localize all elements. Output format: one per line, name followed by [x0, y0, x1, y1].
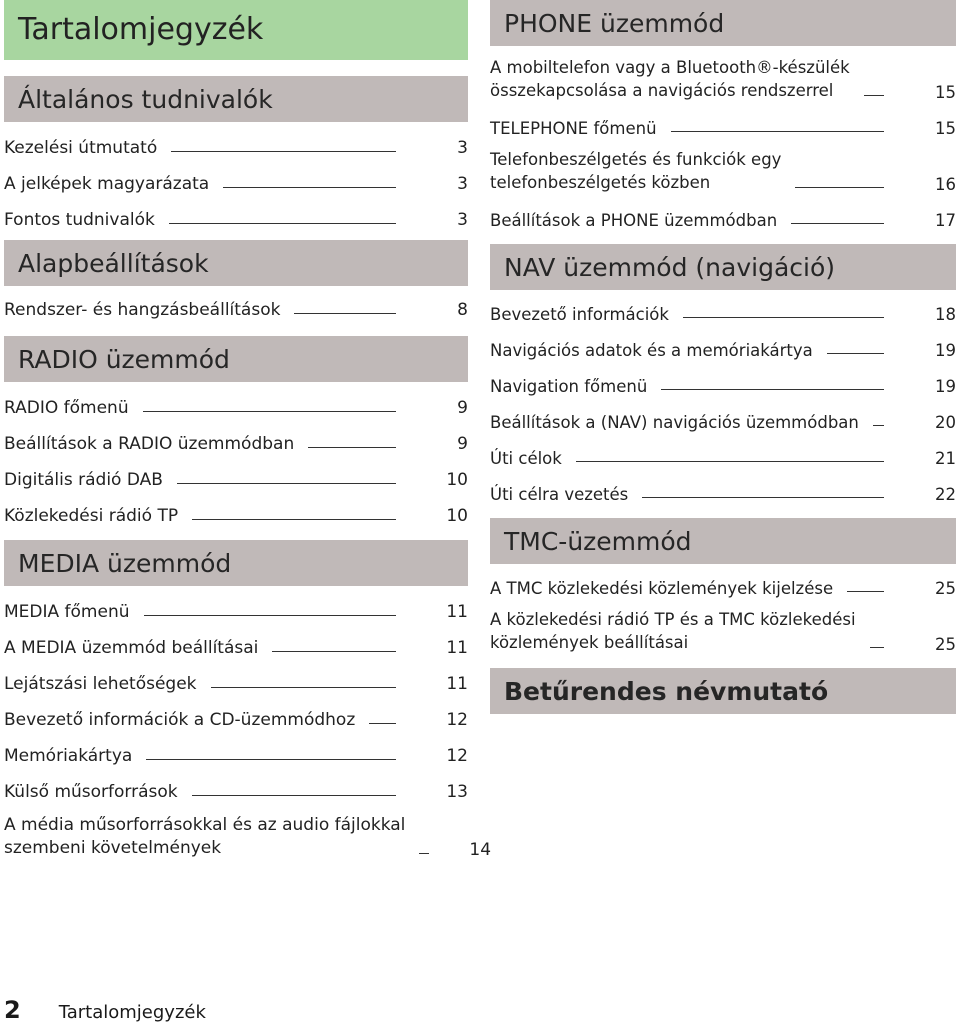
section-heading[interactable]: TMC-üzemmód: [490, 518, 956, 564]
toc-entry-label: Lejátszási lehetőségek: [4, 674, 197, 694]
leader-line: [671, 131, 884, 132]
toc-entry-label-line2: összekapcsolása a navigációs rendszerrel: [490, 81, 834, 100]
toc-entry-label: A jelképek magyarázata: [4, 174, 210, 194]
toc-entry-label: MEDIA főmenü: [4, 602, 130, 622]
toc-entry[interactable]: [490, 408, 956, 432]
toc-entry[interactable]: [490, 114, 956, 138]
toc-entry[interactable]: [4, 706, 468, 730]
toc-entry-page: 11: [446, 602, 468, 622]
toc-entry[interactable]: [490, 480, 956, 504]
right-column: [490, 0, 956, 714]
leader-line: [791, 223, 884, 224]
toc-entry[interactable]: [4, 742, 468, 766]
leader-line: [419, 853, 429, 854]
toc-entry-page: 25: [935, 579, 956, 598]
toc-entry-page: 16: [935, 175, 956, 194]
toc-entry-page: 3: [457, 138, 468, 158]
toc-entry-page: 21: [935, 449, 956, 468]
toc-entry-page: 10: [446, 470, 468, 490]
leader-line: [171, 151, 396, 152]
toc-entry-label: Beállítások a RADIO üzemmódban: [4, 434, 295, 454]
leader-line: [827, 353, 884, 354]
toc-entry-page: 15: [935, 119, 956, 138]
toc-entry-label: A MEDIA üzemmód beállításai: [4, 638, 259, 658]
toc-entry-page: 19: [935, 341, 956, 360]
toc-entry-page: 14: [469, 840, 492, 860]
section-heading[interactable]: MEDIA üzemmód: [4, 540, 468, 586]
toc-entry-label: Úti célra vezetés: [490, 485, 629, 504]
leader-line: [177, 483, 396, 484]
toc-entry-page: 8: [457, 300, 468, 320]
toc-entry-label-line1: A média műsorforrásokkal és az audio fájlokkal: [4, 815, 406, 835]
toc-entry[interactable]: [490, 372, 956, 396]
toc-entry[interactable]: [490, 148, 956, 194]
toc-entry[interactable]: [4, 296, 468, 320]
toc-entry-page: 19: [935, 377, 956, 396]
toc-entry[interactable]: [4, 206, 468, 230]
leader-line: [192, 519, 396, 520]
toc-entry[interactable]: [4, 430, 468, 454]
page-title: Tartalomjegyzék: [4, 0, 468, 60]
toc-entry-label-line2: szembeni követelmények: [4, 838, 222, 858]
toc-entry-label: Rendszer- és hangzásbeállítások: [4, 300, 281, 320]
toc-entry-label: Digitális rádió DAB: [4, 470, 163, 490]
toc-entry-label: Beállítások a PHONE üzemmódban: [490, 211, 778, 230]
toc-entry-label-line1: Telefonbeszélgetés és funkciók egy: [490, 150, 782, 169]
toc-entry-label: RADIO főmenü: [4, 398, 129, 418]
toc-entry-label: Közlekedési rádió TP: [4, 506, 179, 526]
leader-line: [683, 317, 884, 318]
toc-entry-label: [490, 56, 850, 102]
toc-entry[interactable]: [490, 574, 956, 598]
toc-entry-label: Kezelési útmutató: [4, 138, 158, 158]
toc-entry-page: 17: [935, 211, 956, 230]
toc-entry-label-line1: A mobiltelefon vagy a Bluetooth®-készülék: [490, 58, 850, 77]
leader-line: [192, 795, 396, 796]
toc-entry-page: 25: [935, 635, 956, 654]
toc-entry-label: Navigációs adatok és a memóriakártya: [490, 341, 813, 360]
toc-entry-page: 3: [457, 210, 468, 230]
toc-entry-page: 20: [935, 413, 956, 432]
leader-line: [211, 687, 396, 688]
toc-entry-label: A TMC közlekedési közlemények kijelzése: [490, 579, 834, 598]
leader-line: [272, 651, 396, 652]
toc-entry[interactable]: [4, 670, 468, 694]
footer-page-number: 2: [4, 996, 21, 1024]
toc-entry-label: Úti célok: [490, 449, 562, 468]
leader-line: [864, 95, 884, 96]
toc-entry-label: [490, 148, 781, 194]
toc-entry[interactable]: [4, 778, 468, 802]
leader-line: [223, 187, 396, 188]
toc-entry-page: 22: [935, 485, 956, 504]
toc-entry-page: 15: [935, 83, 956, 102]
toc-entry-label-line2: közlemények beállításai: [490, 633, 689, 652]
toc-entry[interactable]: [4, 814, 492, 860]
toc-entry[interactable]: [490, 336, 956, 360]
leader-line: [661, 389, 884, 390]
left-column: [4, 0, 492, 860]
leader-line: [369, 723, 396, 724]
toc-entry[interactable]: [4, 466, 468, 490]
leader-line: [294, 313, 396, 314]
leader-line: [143, 411, 396, 412]
toc-entry-label: Navigation főmenü: [490, 377, 648, 396]
section-heading[interactable]: Általános tudnivalók: [4, 76, 468, 122]
section-heading[interactable]: Alapbeállítások: [4, 240, 468, 286]
toc-entry-page: 9: [457, 434, 468, 454]
toc-entry-label: TELEPHONE főmenü: [490, 119, 657, 138]
toc-entry-label: Fontos tudnivalók: [4, 210, 155, 230]
section-heading-index[interactable]: Betűrendes névmutató: [490, 668, 956, 714]
section-heading[interactable]: NAV üzemmód (navigáció): [490, 244, 956, 290]
leader-line: [308, 447, 396, 448]
toc-entry-page: 12: [446, 746, 468, 766]
toc-entry-label: [490, 608, 856, 654]
toc-entry[interactable]: [490, 56, 956, 102]
footer-label: Tartalomjegyzék: [58, 1002, 206, 1023]
leader-line: [642, 497, 884, 498]
toc-entry-label-line2: telefonbeszélgetés közben: [490, 173, 711, 192]
leader-line: [870, 647, 884, 648]
leader-line: [795, 187, 884, 188]
leader-line: [169, 223, 396, 224]
toc-entry[interactable]: [4, 170, 468, 194]
toc-entry[interactable]: [4, 394, 468, 418]
toc-entry[interactable]: [490, 444, 956, 468]
toc-entry-label: Bevezető információk: [490, 305, 669, 324]
toc-entry-page: 10: [446, 506, 468, 526]
toc-entry-page: 18: [935, 305, 956, 324]
toc-entry-page: 3: [457, 174, 468, 194]
toc-entry[interactable]: [490, 206, 956, 230]
toc-entry-label: Memóriakártya: [4, 746, 133, 766]
toc-entry[interactable]: [4, 502, 468, 526]
leader-line: [847, 591, 884, 592]
leader-line: [873, 425, 884, 426]
leader-line: [576, 461, 884, 462]
toc-entry[interactable]: [4, 134, 468, 158]
toc-entry-label-line1: A közlekedési rádió TP és a TMC közlekedési: [490, 610, 856, 629]
page-footer: [4, 996, 206, 1024]
toc-entry-page: 12: [446, 710, 468, 730]
toc-entry-label: Bevezető információk a CD-üzemmódhoz: [4, 710, 356, 730]
toc-entry[interactable]: [490, 608, 956, 654]
toc-entry-label: Külső műsorforrások: [4, 782, 178, 802]
toc-entry[interactable]: [490, 300, 956, 324]
section-heading[interactable]: RADIO üzemmód: [4, 336, 468, 382]
toc-entry-page: 11: [446, 638, 468, 658]
section-heading[interactable]: PHONE üzemmód: [490, 0, 956, 46]
toc-entry-label: [4, 814, 405, 860]
toc-entry-page: 9: [457, 398, 468, 418]
toc-entry[interactable]: [4, 634, 468, 658]
toc-entry-label: Beállítások a (NAV) navigációs üzemmódban: [490, 413, 859, 432]
toc-entry-page: 13: [446, 782, 468, 802]
toc-entry[interactable]: [4, 598, 468, 622]
leader-line: [146, 759, 396, 760]
leader-line: [144, 615, 397, 616]
toc-entry-page: 11: [446, 674, 468, 694]
